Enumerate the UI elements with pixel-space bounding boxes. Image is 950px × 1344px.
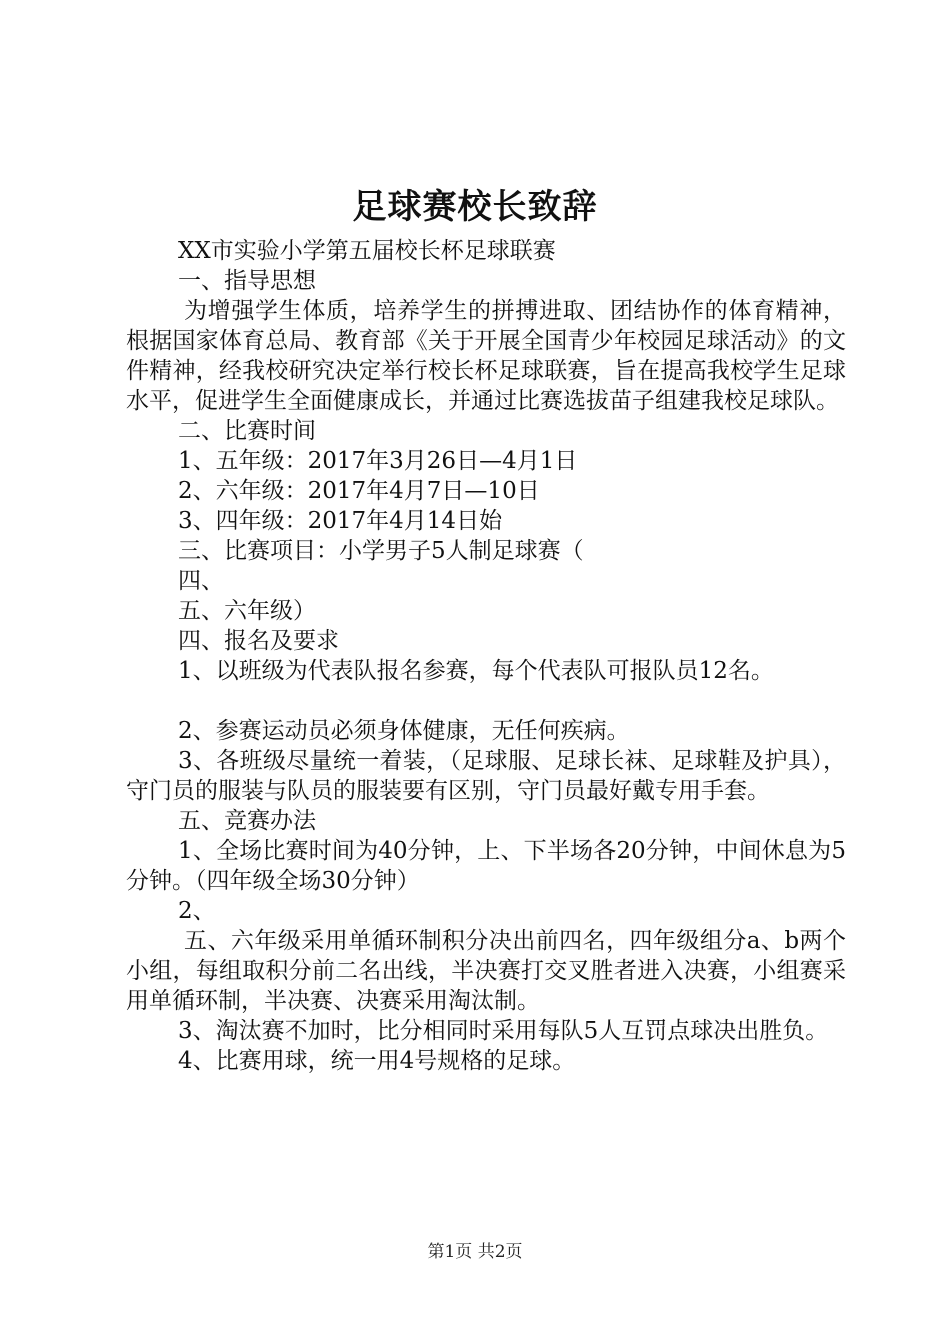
section-heading: 五、竞赛办法 [178, 808, 316, 834]
section-heading: 四、报名及要求 [178, 628, 339, 654]
section-heading: 三、比赛项目：小学男子5人制足球赛（ [178, 538, 584, 564]
section-heading: 二、比赛时间 [178, 418, 316, 444]
schedule-item: 3、四年级：2017年4月14日始 [178, 508, 503, 534]
rule-item: 4、比赛用球，统一用4号规格的足球。 [178, 1048, 576, 1074]
schedule-item: 2、六年级：2017年4月7日—10日 [178, 478, 540, 504]
document-body [126, 236, 846, 1076]
page-number: 第1页 共2页 [427, 1242, 523, 1262]
section-heading: 一、指导思想 [178, 268, 316, 294]
blank-line [126, 686, 846, 716]
text-line: 五、六年级） [178, 598, 316, 624]
requirement-item: 2、参赛运动员必须身体健康，无任何疾病。 [178, 718, 630, 744]
text-line: 四、 [178, 568, 224, 594]
rule-item: 3、淘汰赛不加时，比分相同时采用每队5人互罚点球决出胜负。 [178, 1018, 829, 1044]
document-title: 足球赛校长致辞 [352, 187, 598, 227]
requirement-item: 1、以班级为代表队报名参赛，每个代表队可报队员12名。 [178, 658, 774, 684]
rule-item: 1、全场比赛时间为40分钟，上、下半场各20分钟，中间休息为5分钟。（四年级全场30分钟） [126, 838, 846, 894]
rule-item-number: 2、 [178, 898, 216, 924]
event-name-line: XX市实验小学第五届校长杯足球联赛 [178, 238, 556, 264]
requirement-item: 3、各班级尽量统一着装，（足球服、足球长袜、足球鞋及护具），守门员的服装与队员的服装要有区别，守门员最好戴专用手套。 [126, 748, 846, 804]
rule-item: 五、六年级采用单循环制积分决出前四名，四年级组分a、b两个小组，每组取积分前二名出线，半决赛打交叉胜者进入决赛，小组赛采用单循环制，半决赛、决赛采用淘汰制。 [126, 928, 846, 1014]
schedule-item: 1、五年级：2017年3月26日—4月1日 [178, 448, 578, 474]
paragraph-guiding-idea: 为增强学生体质，培养学生的拼搏进取、团结协作的体育精神，根据国家体育总局、教育部《关于开展全国青少年校园足球活动》的文件精神，经我校研究决定举行校长杯足球联赛，旨在提高我校学生足球水平，促进学生全面健康成长，并通过比赛选拔苗子组建我校足球队。 [126, 298, 846, 414]
